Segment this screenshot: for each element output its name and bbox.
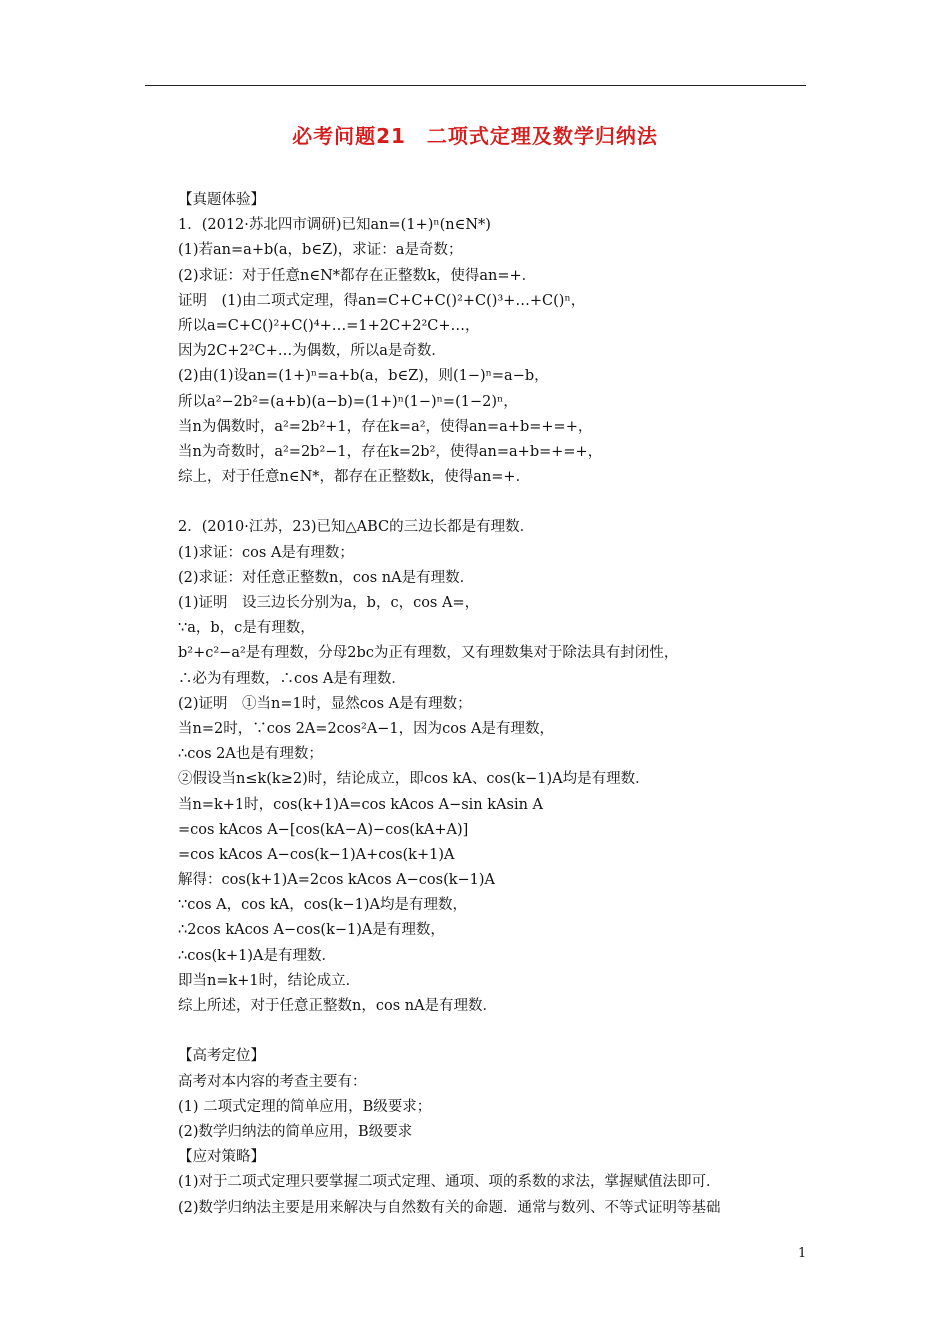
text-line: 【高考定位】 [178,1048,265,1065]
text-line: ∵cos A，cos kA，cos(k−1)A均是有理数， [178,897,467,914]
text-line: =cos kAcos A−[cos(kA−A)−cos(kA+A)] [178,821,469,838]
text-line: 当n为奇数时，a²=2b²−1，存在k=2b²，使得an=a+b=+=+， [178,443,603,460]
text-line: (1)若an=a+b(a，b∈Z)，求证：a是奇数； [178,242,463,259]
text-line: 当n=2时，∵cos 2A=2cos²A−1，因为cos A是有理数， [178,720,555,737]
text-line: ∴必为有理数，∴cos A是有理数． [178,670,406,687]
paragraph-gap [178,490,818,515]
text-line: 高考对本内容的考查主要有： [178,1073,367,1090]
text-line: 证明 (1)由二项式定理，得an=C+C+C()²+C()³+…+C()ⁿ， [178,292,586,309]
text-line: 即当n=k+1时，结论成立． [178,972,361,989]
text-line: 解得：cos(k+1)A=2cos kAcos A−cos(k−1)A [178,872,496,889]
text-line: (1)证明 设三边长分别为a，b，c，cos A=， [178,595,480,611]
text-line: 【真题体验】 [178,192,265,208]
text-line: (1)对于二项式定理只要掌握二项式定理、通项、项的系数的求法，掌握赋值法即可． [178,1174,721,1191]
text-line: (2)数学归纳法的简单应用，B级要求 [178,1123,413,1140]
text-line: ∵a，b，c是有理数， [178,620,315,637]
text-line: 因为2C+2²C+…为偶数，所以a是奇数． [178,343,446,360]
text-line: 【应对策略】 [178,1149,265,1166]
text-line: 综上，对于任意n∈N*，都存在正整数k，使得an=+． [178,469,531,486]
text-line: (2)求证：对任意正整数n，cos nA是有理数． [178,569,475,586]
page-number: 1 [798,1246,807,1261]
text-line: (2)求证：对于任意n∈N*都存在正整数k，使得an=+． [178,267,537,284]
text-line: ∴cos(k+1)A是有理数． [178,947,336,964]
text-line: (2)证明 ①当n=1时，显然cos A是有理数； [178,695,472,712]
text-line: ∴2cos kAcos A−cos(k−1)A是有理数， [178,922,445,939]
text-line: 1．(2012·苏北四市调研)已知an=(1+)ⁿ(n∈N*) [178,217,491,234]
text-line: (2)数学归纳法主要是用来解决与自然数有关的命题．通常与数列、不等式证明等基础 [178,1199,721,1216]
text-line: 当n为偶数时，a²=2b²+1，存在k=a²，使得an=a+b=+=+， [178,418,593,435]
text-line: (1) 二项式定理的简单应用，B级要求； [178,1098,432,1115]
document-body [178,188,818,1221]
page-title: 必考问题21 二项式定理及数学归纳法 [292,124,658,148]
text-line: 所以a²−2b²=(a+b)(a−b)=(1+)ⁿ(1−)ⁿ=(1−2)ⁿ， [178,393,518,410]
paragraph-gap [178,1019,818,1044]
text-line: 综上所述，对于任意正整数n，cos nA是有理数． [178,998,498,1014]
text-line: =cos kAcos A−cos(k−1)A+cos(k+1)A [178,846,455,863]
text-line: 当n=k+1时，cos(k+1)A=cos kAcos A−sin kAsin A [178,796,543,813]
text-line: 2．(2010·江苏，23)已知△ABC的三边长都是有理数． [178,519,535,536]
text-line: b²+c²−a²是有理数，分母2bc为正有理数，又有理数集对于除法具有封闭性， [178,645,679,662]
text-line: (1)求证：cos A是有理数； [178,544,354,561]
text-line: ∴cos 2A也是有理数； [178,746,323,763]
text-line: (2)由(1)设an=(1+)ⁿ=a+b(a，b∈Z)，则(1−)ⁿ=a−b， [178,368,549,385]
header-rule [145,85,806,86]
text-line: ②假设当n≤k(k≥2)时，结论成立，即cos kA、cos(k−1)A均是有理数． [178,771,650,788]
text-line: 所以a=C+C()²+C()⁴+…=1+2C+2²C+…， [178,317,480,334]
